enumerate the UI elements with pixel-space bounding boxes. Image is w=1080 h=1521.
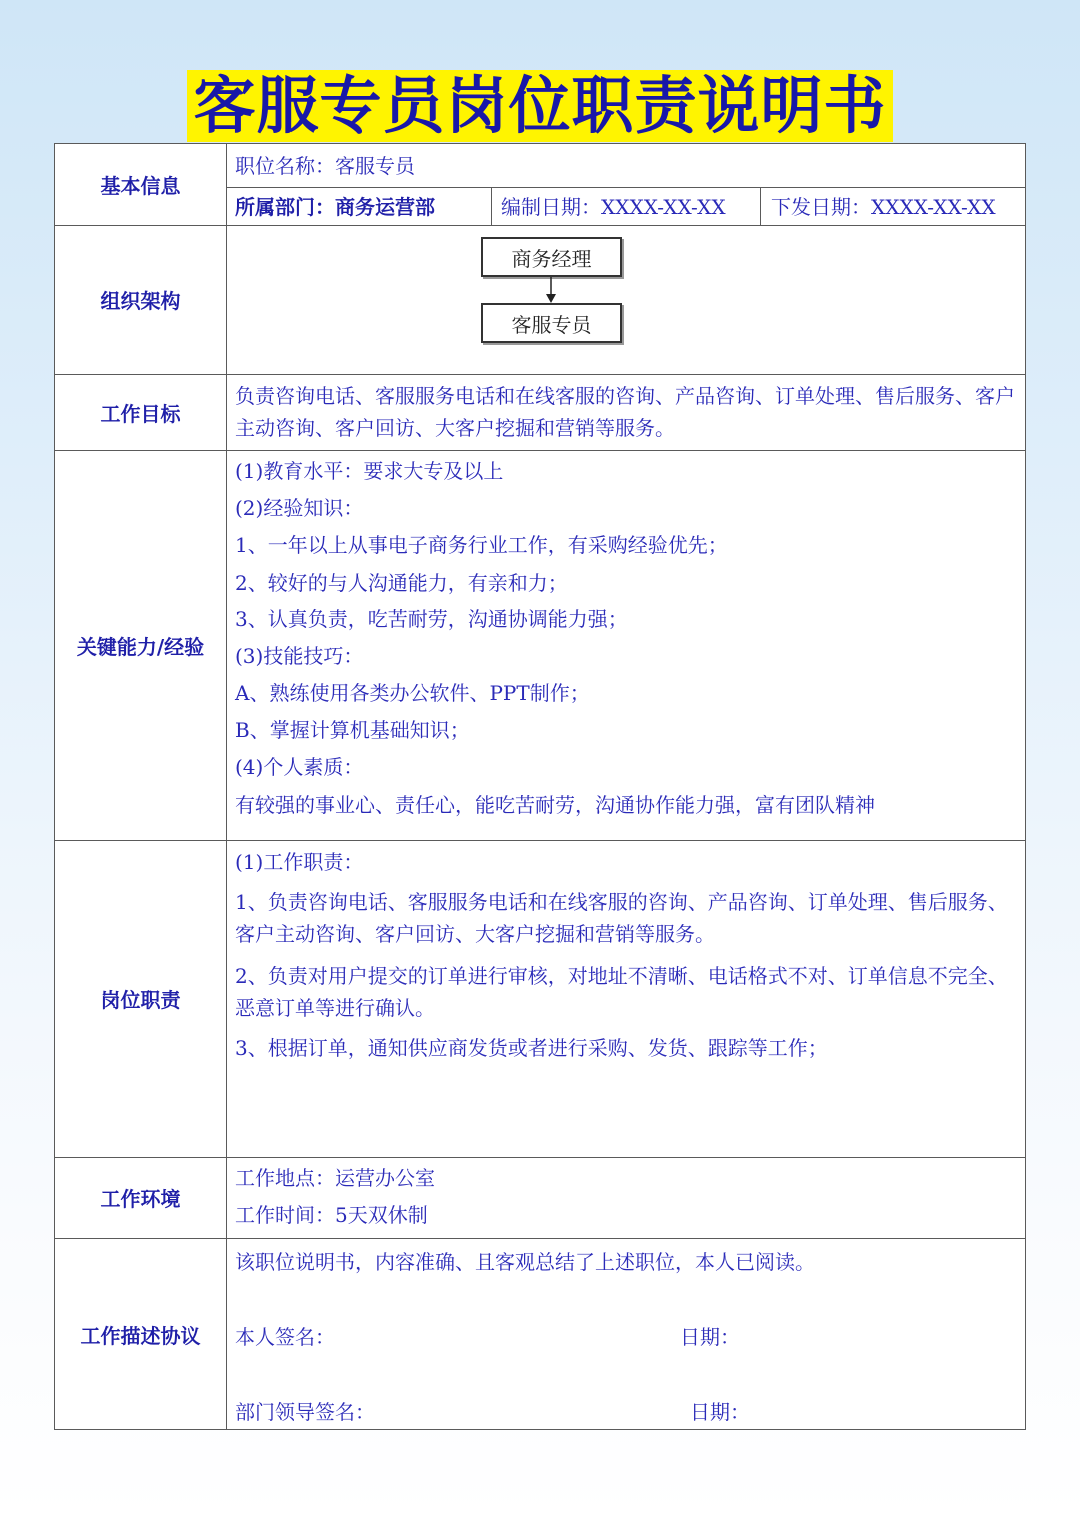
- ability-line: (3)技能技巧：: [235, 644, 364, 668]
- basic-info-label: 基本信息: [100, 174, 181, 198]
- cell-divider: [760, 187, 761, 225]
- ability-line: B、掌握计算机基础知识；: [235, 718, 470, 742]
- self-signature-field: 本人签名：: [235, 1325, 335, 1349]
- ability-line: (4)个人素质：: [235, 755, 364, 779]
- job-duty-label: 岗位职责: [100, 988, 181, 1012]
- agreement-label: 工作描述协议: [80, 1324, 201, 1348]
- ability-line: 有较强的事业心、责任心，能吃苦耐劳，沟通协作能力强，富有团队精神: [235, 793, 875, 817]
- duty-heading: (1)工作职责：: [235, 850, 364, 874]
- ability-line: 3、认真负责，吃苦耐劳，沟通协调能力强；: [235, 607, 628, 631]
- issue-date: 下发日期：XXXX-XX-XX: [771, 195, 996, 219]
- leader-signature-field: 部门领导签名：: [235, 1400, 375, 1424]
- work-place: 工作地点：运营办公室: [235, 1166, 435, 1190]
- self-date-field: 日期：: [680, 1325, 740, 1349]
- work-environment-label: 工作环境: [100, 1187, 181, 1211]
- org-box-manager: 商务经理: [481, 237, 622, 277]
- work-time: 工作时间：5天双休制: [235, 1203, 428, 1227]
- ability-line: (1)教育水平：要求大专及以上: [235, 459, 504, 483]
- duty-item: 2、负责对用户提交的订单进行审核，对地址不清晰、电话格式不对、订单信息不完全、恶意订单等进行确认。: [235, 964, 1008, 1020]
- ability-line: 2、较好的与人沟通能力，有亲和力；: [235, 571, 568, 595]
- row-divider: [226, 187, 1025, 188]
- job-description-table: [54, 143, 1026, 1430]
- department: 所属部门：商务运营部: [235, 195, 435, 219]
- cell-divider: [491, 187, 492, 225]
- label-column-divider: [226, 144, 227, 1429]
- ability-line: 1、一年以上从事电子商务行业工作，有采购经验优先；: [235, 533, 728, 557]
- compile-date: 编制日期：XXXX-XX-XX: [501, 195, 726, 219]
- ability-line: (2)经验知识：: [235, 496, 364, 520]
- duty-item: 3、根据订单，通知供应商发货或者进行采购、发货、跟踪等工作；: [235, 1036, 828, 1060]
- work-goal-label: 工作目标: [100, 401, 181, 426]
- org-structure-label: 组织架构: [100, 289, 181, 313]
- org-box-staff: 客服专员: [481, 303, 622, 343]
- document-title: 客服专员岗位职责说明书: [187, 70, 892, 142]
- duty-item: 1、负责咨询电话、客服服务电话和在线客服的咨询、产品咨询、订单处理、售后服务、客户主动咨询、客户回访、大客户挖掘和营销等服务。: [235, 890, 1008, 946]
- agreement-statement: 该职位说明书，内容准确、且客观总结了上述职位，本人已阅读。: [235, 1250, 815, 1274]
- key-ability-label: 关键能力/经验: [76, 634, 205, 659]
- leader-date-field: 日期：: [690, 1400, 750, 1424]
- position-name: 职位名称：客服专员: [235, 154, 415, 178]
- ability-line: A、熟练使用各类办公软件、PPT制作；: [235, 681, 590, 705]
- org-arrow: [544, 277, 558, 305]
- work-goal-text: 负责咨询电话、客服服务电话和在线客服的咨询、产品咨询、订单处理、售后服务、客户主动咨询、客户回访、大客户挖掘和营销等服务。: [235, 384, 1015, 440]
- org-chart: [474, 231, 628, 351]
